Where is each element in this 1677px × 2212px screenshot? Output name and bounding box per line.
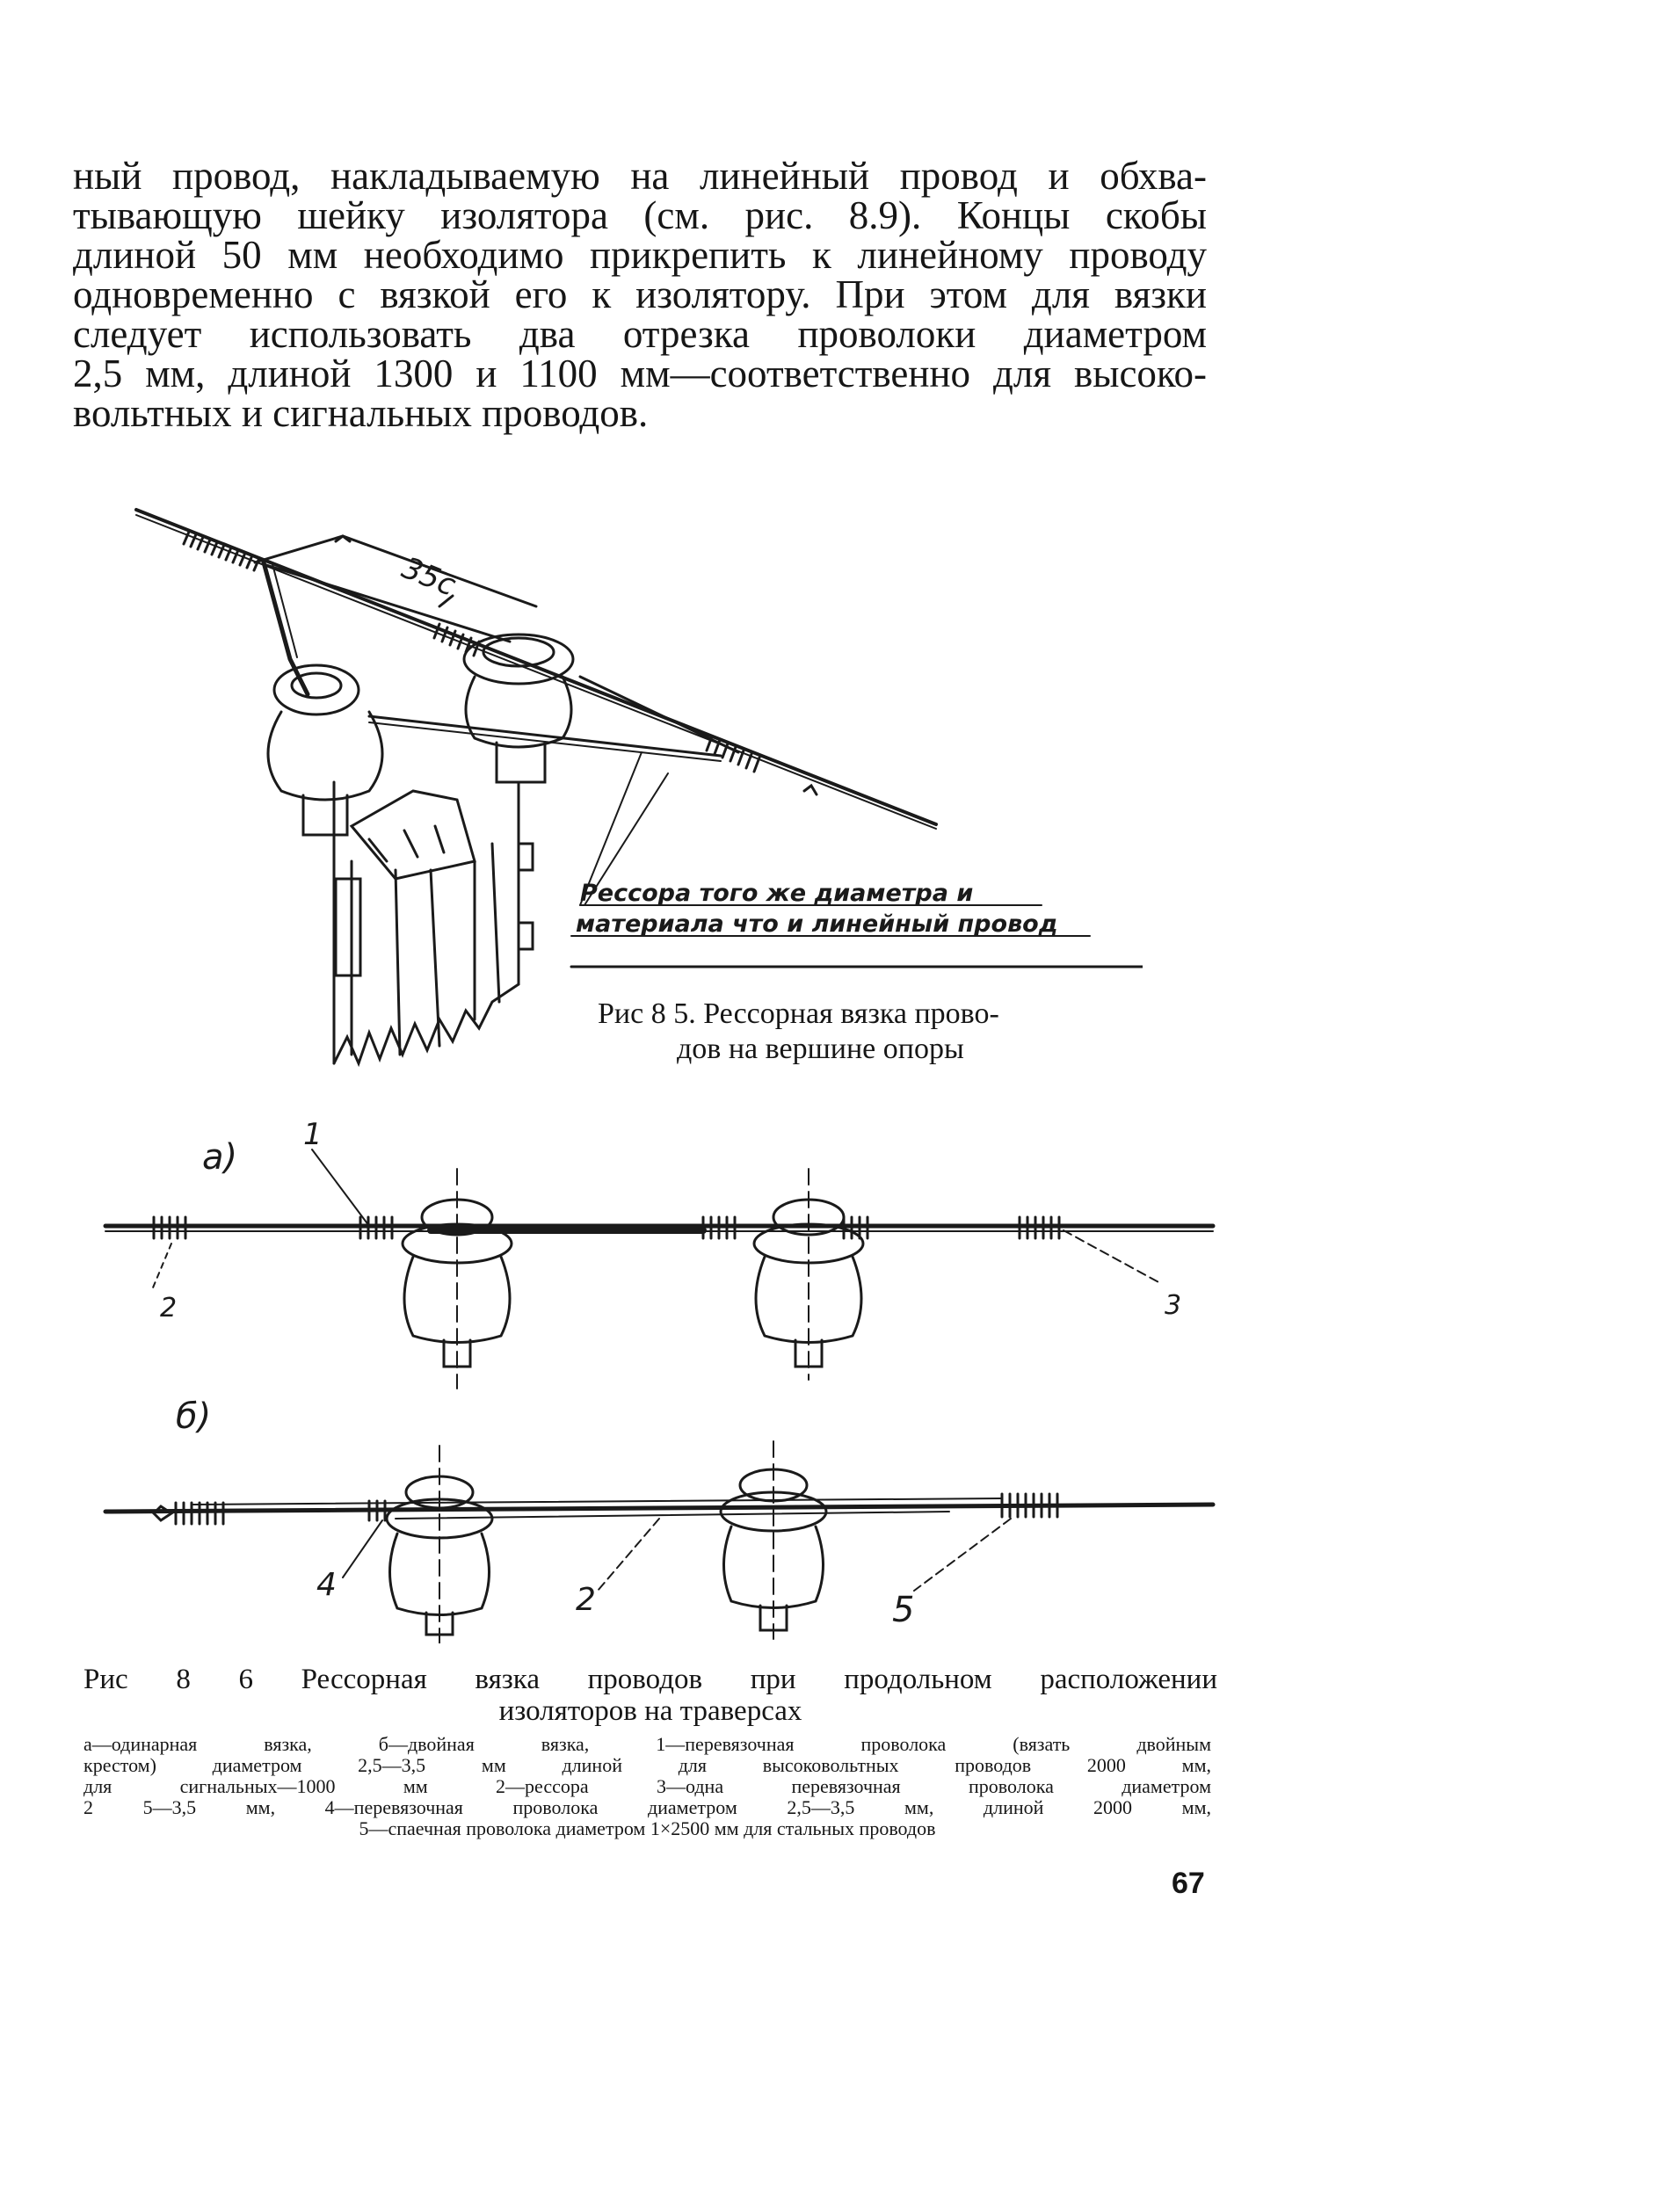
paragraph-line: следует использовать два отрезка проволоки диаметром [73, 312, 1207, 356]
panel-a-callout-1: 1 [303, 1117, 323, 1152]
panel-b-callout-2: 2 [576, 1582, 596, 1618]
figure-8-6-illustration [88, 1099, 1231, 1643]
panel-a-label: а) [202, 1137, 238, 1178]
legend-line: 2 5—3,5 мм, 4—перевязочная проволока диаметром 2,5—3,5 мм, длиной 2000 мм, [83, 1796, 1211, 1818]
paragraph-line: длиной 50 мм необходимо прикрепить к линейному проводу [73, 233, 1207, 277]
legend-line: крестом) диаметром 2,5—3,5 мм длиной для высоковольтных проводов 2000 мм, [83, 1754, 1211, 1776]
panel-b-callout-4: 4 [316, 1567, 337, 1603]
figure-8-6-legend [83, 1734, 1211, 1839]
body-paragraph [73, 156, 1207, 433]
paragraph-line: ный провод, накладываемую на линейный провод и обхва- [73, 154, 1207, 198]
caption-line: изоляторов на траверсах [498, 1695, 802, 1727]
caption-line: Рис 8 5. Рессорная вязка прово- [598, 997, 999, 1030]
legend-line: а—одинарная вязка, б—двойная вязка, 1—перевязочная проволока (вязать двойным [83, 1733, 1211, 1755]
figure-8-6-caption [83, 1664, 1217, 1727]
legend-line: для сигнальных—1000 мм 2—рессора 3—одна перевязочная проволока диаметром [83, 1775, 1211, 1797]
paragraph-line: тывающую шейку изолятора (см. рис. 8.9). Концы скобы [73, 193, 1207, 237]
figure-8-5-caption [598, 997, 1125, 1067]
annotation-line-2: материала что и линейный провод [576, 910, 1058, 938]
dimension-label: 35с [396, 550, 461, 604]
panel-b-label: б) [176, 1396, 212, 1437]
panel-b-callout-5: 5 [892, 1590, 915, 1630]
caption-line: дов на вершине опоры [677, 1033, 964, 1065]
panel-a-callout-3: 3 [1165, 1290, 1182, 1321]
figure-8-5-illustration [105, 492, 1143, 1081]
caption-line: Рис 8 6 Рессорная вязка проводов при продольном расположении [83, 1664, 1217, 1695]
paragraph-line: вольтных и сигнальных проводов. [73, 391, 649, 435]
panel-a-callout-2: 2 [160, 1293, 178, 1324]
annotation-line-1: Рессора того же диаметра и [580, 880, 974, 907]
page-number: 67 [1172, 1867, 1205, 1900]
insulator-a-1 [403, 1169, 512, 1389]
paragraph-line: 2,5 мм, длиной 1300 и 1100 мм—соответственно для высоко- [73, 352, 1207, 395]
legend-line: 5—спаечная проволока диаметром 1×2500 мм для стальных проводов [359, 1817, 936, 1839]
paragraph-line: одновременно с вязкой его к изолятору. При этом для вязки [73, 272, 1207, 316]
